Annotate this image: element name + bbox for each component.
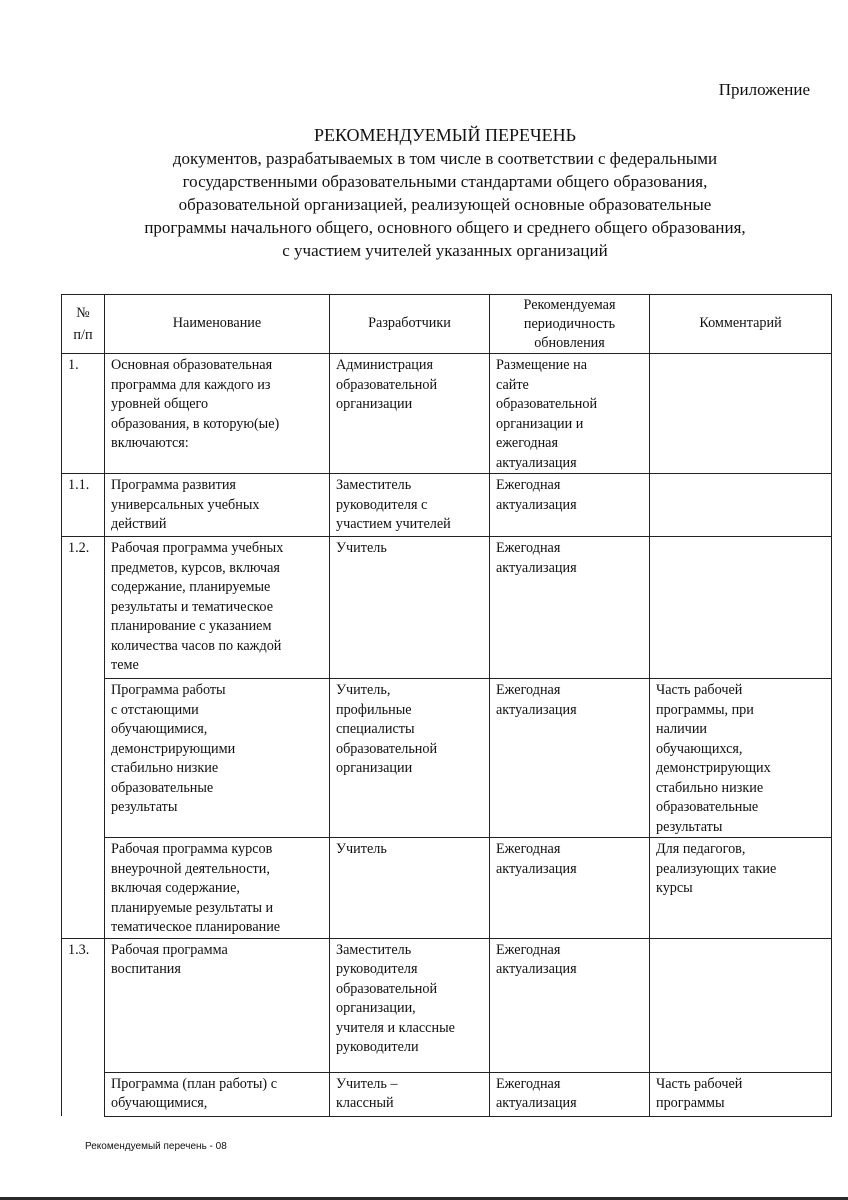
row-comment: Часть рабочей программы, при наличии обучающихся, демонстрирующих стабильно низкие образовательные результаты	[650, 679, 832, 838]
header-frequency: Рекомендуемая периодичность обновления	[490, 295, 650, 354]
subtitle-line: государственными образовательными стандартами общего образования,	[182, 172, 708, 191]
row-name: Программа развития универсальных учебных действий	[105, 474, 330, 537]
row-developers: Учитель	[330, 838, 490, 939]
header-comment: Комментарий	[650, 295, 832, 354]
row-name: Рабочая программа курсов внеурочной деятельности, включая содержание, планируемые результаты и тематическое планирование	[105, 838, 330, 939]
row-developers: Учитель – классный	[330, 1072, 490, 1116]
row-num: 1.1.	[62, 474, 105, 537]
appendix-label: Приложение	[718, 80, 810, 99]
document-title: РЕКОМЕНДУЕМЫЙ ПЕРЕЧЕНЬ	[313, 125, 577, 145]
table-row	[62, 537, 832, 679]
table-header-row	[62, 295, 832, 354]
row-comment	[650, 474, 832, 537]
row-num: 1.	[62, 354, 105, 474]
row-name: Основная образовательная программа для каждого из уровней общего образования, в которую(ые) включаются:	[105, 354, 330, 474]
row-frequency: Ежегодная актуализация	[490, 474, 650, 537]
table-row	[62, 1072, 832, 1116]
row-name: Программа (план работы) с обучающимися,	[105, 1072, 330, 1116]
row-name: Рабочая программа учебных предметов, курсов, включая содержание, планируемые результаты и тематическое планирование с указанием количества часов по каждой теме	[105, 537, 330, 679]
row-frequency: Ежегодная актуализация	[490, 679, 650, 838]
row-comment: Часть рабочей программы	[650, 1072, 832, 1116]
header-developers: Разработчики	[330, 295, 490, 354]
page-footer: Рекомендуемый перечень - 08	[85, 1141, 227, 1152]
document-header	[40, 124, 848, 262]
row-developers: Учитель	[330, 537, 490, 679]
subtitle-line: программы начального общего, основного общего и среднего общего образования,	[144, 218, 746, 237]
row-frequency: Ежегодная актуализация	[490, 1072, 650, 1116]
row-developers: Администрация образовательной организации	[330, 354, 490, 474]
row-developers: Учитель, профильные специалисты образовательной организации	[330, 679, 490, 838]
header-num: № п/п	[62, 295, 105, 354]
documents-table	[61, 294, 832, 1117]
header-name: Наименование	[105, 295, 330, 354]
table-row	[62, 474, 832, 537]
subtitle-line: образовательной организацией, реализующей основные образовательные	[178, 195, 712, 214]
row-developers: Заместитель руководителя с участием учителей	[330, 474, 490, 537]
row-comment	[650, 354, 832, 474]
row-name: Программа работы с отстающими обучающимися, демонстрирующими стабильно низкие образовательные результаты	[105, 679, 330, 838]
table-row	[62, 938, 832, 1072]
row-frequency: Ежегодная актуализация	[490, 537, 650, 679]
row-frequency: Ежегодная актуализация	[490, 838, 650, 939]
table-row	[62, 679, 832, 838]
row-num: 1.2.	[62, 537, 105, 939]
row-comment	[650, 537, 832, 679]
row-comment: Для педагогов, реализующих такие курсы	[650, 838, 832, 939]
row-frequency: Ежегодная актуализация	[490, 938, 650, 1072]
subtitle-line: с участием учителей указанных организаций	[282, 241, 608, 260]
row-num: 1.3.	[62, 938, 105, 1116]
row-frequency: Размещение на сайте образовательной организации и ежегодная актуализация	[490, 354, 650, 474]
subtitle-line: документов, разрабатываемых в том числе в соответствии с федеральными	[172, 149, 718, 168]
row-developers: Заместитель руководителя образовательной организации, учителя и классные руководители	[330, 938, 490, 1072]
table-row	[62, 838, 832, 939]
table-row	[62, 354, 832, 474]
row-comment	[650, 938, 832, 1072]
row-name: Рабочая программа воспитания	[105, 938, 330, 1072]
